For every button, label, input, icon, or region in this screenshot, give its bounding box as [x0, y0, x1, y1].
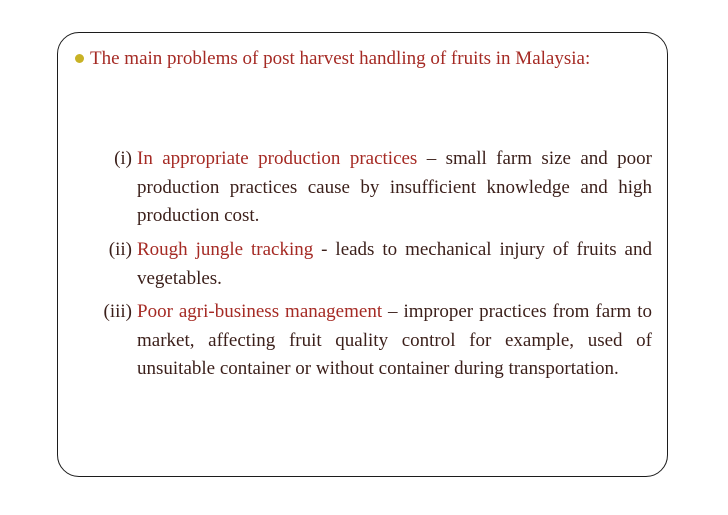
item-body: [137, 298, 652, 384]
round-bullet-icon: [75, 54, 84, 63]
slide-headline: [75, 44, 635, 73]
item-number: (iii): [103, 301, 132, 322]
list-item: [90, 236, 652, 293]
item-text: – improper practices from farm to market, affecting fruit quality control for example, used of unsuitable container or without container during transportation.: [137, 301, 652, 379]
headline-text: The main problems of post harvest handling of fruits in Malaysia:: [90, 48, 591, 69]
list-item: [90, 145, 652, 231]
item-text: - leads to mechanical injury of fruits and vegetables.: [137, 239, 652, 289]
item-text: – small farm size and poor production practices cause by insufficient knowledge and high production cost.: [137, 148, 652, 226]
item-body: [137, 145, 652, 231]
item-lead: Rough jungle tracking: [137, 239, 314, 260]
item-lead: Poor agri-business management: [137, 301, 383, 322]
item-number: (ii): [108, 239, 132, 260]
item-lead: In appropriate production practices: [137, 148, 418, 169]
item-number: (i): [114, 148, 132, 169]
list-item: [90, 298, 652, 384]
item-body: [137, 236, 652, 293]
